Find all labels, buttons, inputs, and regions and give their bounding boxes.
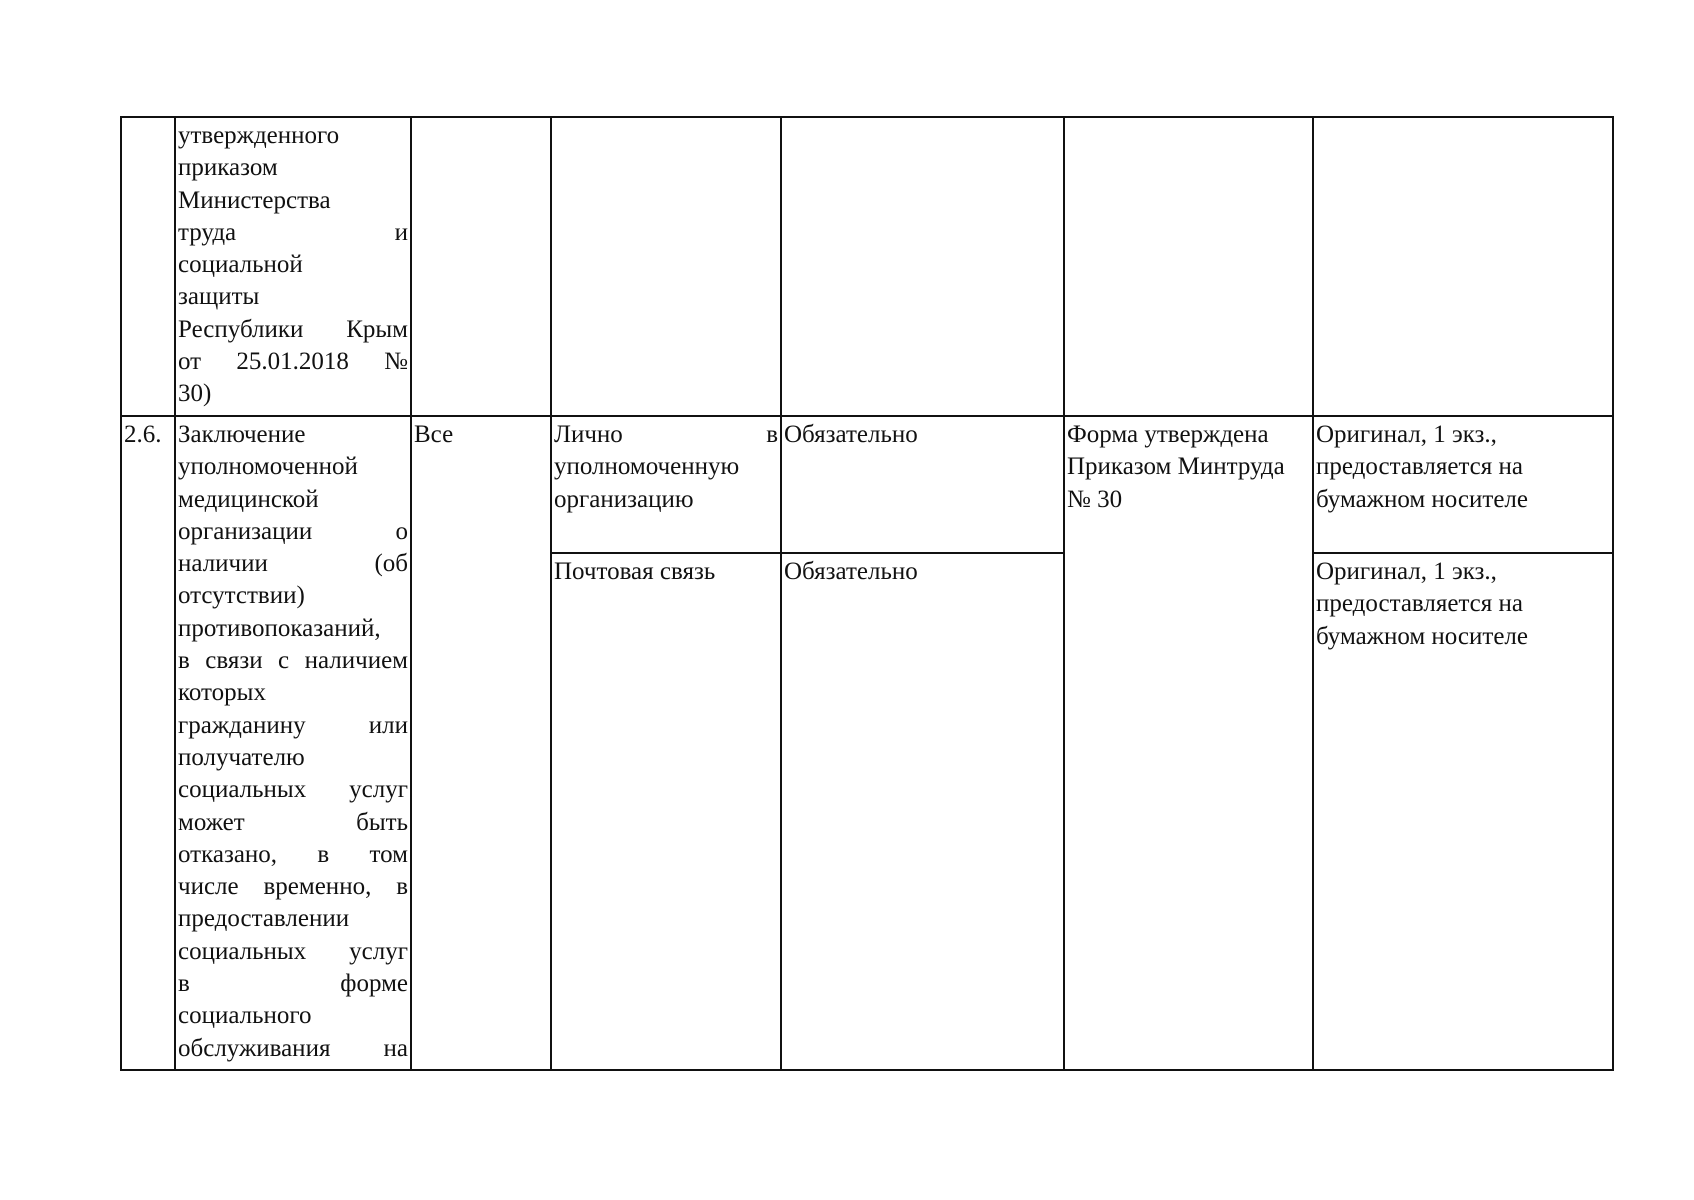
submission-channel-cell: Почтовая связь [551, 553, 781, 1070]
requirement-cell: Обязательно [781, 553, 1064, 1070]
document-name-cell: Заключение уполномоченной медицинской организации о наличии (об отсутствии) противопоказаний, в связи с наличием которых гражданину или получателю социальных услуг может быть отказано, в том числе временно, в предоставлении социальных услуг в форме социального обслуживания на [175, 416, 411, 1070]
form-cell: Форма утверждена Приказом Минтруда № 30 [1064, 416, 1313, 1070]
row-number-cell: 2.6. [121, 416, 175, 1070]
submission-channel-cell: Лично в уполномоченную организацию [551, 416, 781, 553]
applicant-category-cell [411, 117, 551, 416]
delivery-cell: Оригинал, 1 экз., предоставляется на бумажном носителе [1313, 553, 1613, 1070]
requirement-cell: Обязательно [781, 416, 1064, 553]
applicant-category-cell: Все [411, 416, 551, 1070]
document-name-cell: утвержденного приказом Министерства труда и социальной защиты Республики Крым от 25.01.2018 № 30) [175, 117, 411, 416]
delivery-cell: Оригинал, 1 экз., предоставляется на бумажном носителе [1313, 416, 1613, 553]
table-row [121, 416, 1613, 553]
services-table [120, 116, 1614, 1071]
requirement-cell [781, 117, 1064, 416]
submission-channel-cell [551, 117, 781, 416]
form-cell [1064, 117, 1313, 416]
delivery-cell [1313, 117, 1613, 416]
table-row [121, 117, 1613, 416]
row-number-cell [121, 117, 175, 416]
